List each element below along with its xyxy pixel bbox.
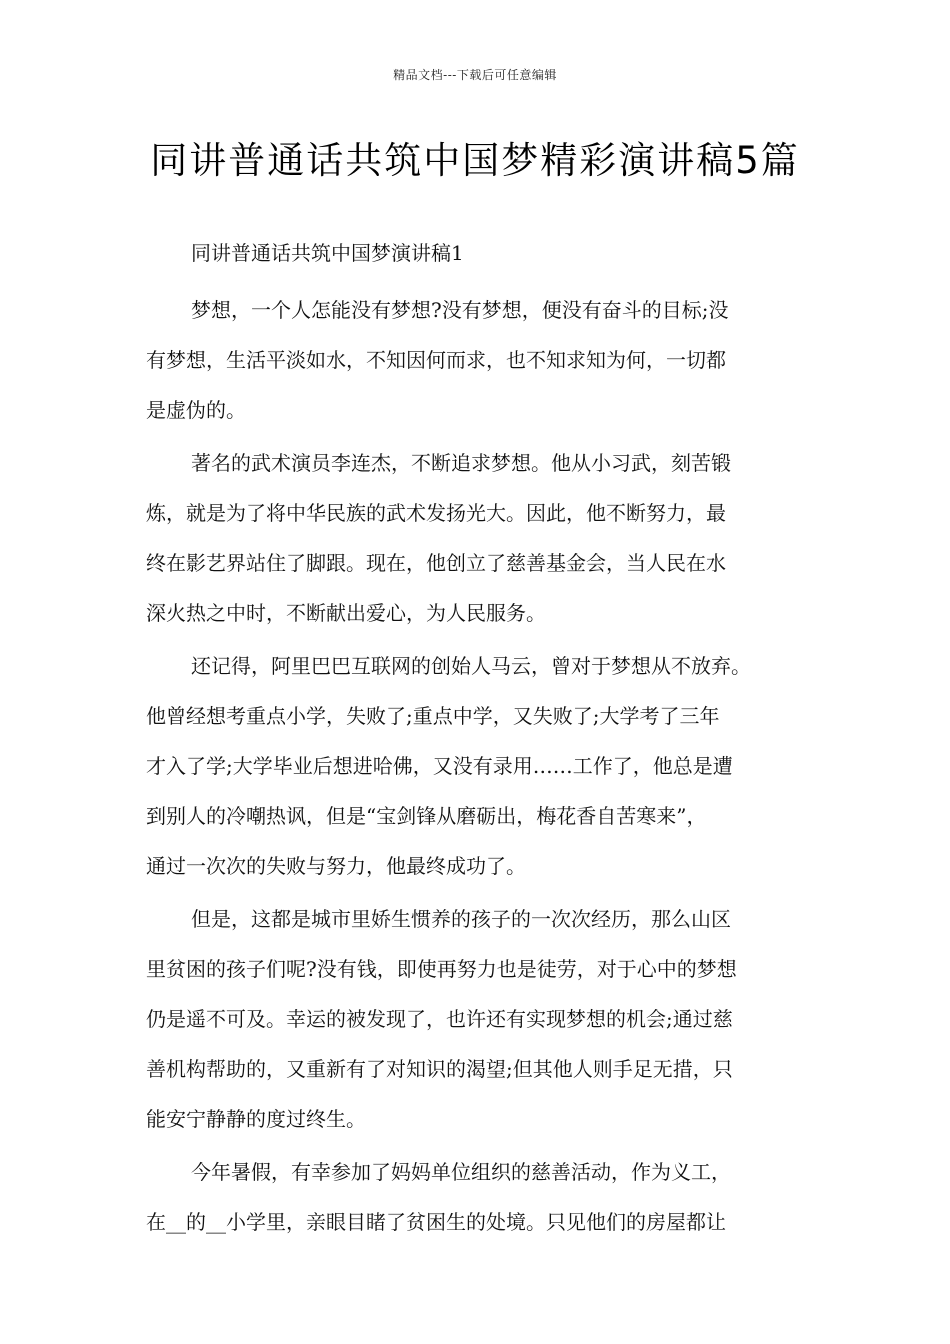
paragraph-line: 仍是遥不可及。幸运的被发现了，也许还有实现梦想的机会;通过慈 [146,1007,733,1031]
paragraph [146,285,818,435]
paragraph-line: 在__的__小学里，亲眼目睹了贫困生的处境。只见他们的房屋都让 [146,1210,726,1234]
section-subtitle: 同讲普通话共筑中国梦演讲稿1 [191,241,464,265]
paragraph-line: 深火热之中时，不断献出爱心，为人民服务。 [146,601,546,625]
header-note: 精品文档---下载后可任意编辑 [393,68,557,82]
paragraph-line: 终在影艺界站住了脚跟。现在，他创立了慈善基金会，当人民在水 [146,551,726,575]
paragraph-line: 还记得，阿里巴巴互联网的创始人马云，曾对于梦想从不放弃。 [191,654,751,678]
paragraph-line: 梦想，一个人怎能没有梦想?没有梦想，便没有奋斗的目标;没 [191,298,729,322]
paragraph-line: 有梦想，生活平淡如水，不知因何而求，也不知求知为何，一切都 [146,348,726,372]
paragraph-line: 但是，这都是城市里娇生惯养的孩子的一次次经历，那么山区 [191,907,731,931]
paragraph [146,894,818,1144]
paragraph-line: 是虚伪的。 [146,398,246,422]
paragraph-line: 通过一次次的失败与努力，他最终成功了。 [146,854,526,878]
paragraph-line: 炼，就是为了将中华民族的武术发扬光大。因此，他不断努力，最 [146,501,726,525]
paragraph-line: 到别人的冷嘲热讽，但是“宝剑锋从磨砺出，梅花香自苦寒来”， [146,804,707,828]
paragraph-line: 能安宁静静的度过终生。 [146,1107,366,1131]
paragraph-line: 善机构帮助的，又重新有了对知识的渴望;但其他人则手足无措，只 [146,1057,733,1081]
paragraph-line: 今年暑假，有幸参加了妈妈单位组织的慈善活动，作为义工， [191,1160,731,1184]
document-title: 同讲普通话共筑中国梦精彩演讲稿5篇 [150,139,800,182]
paragraph [146,438,818,638]
paragraph-line: 他曾经想考重点小学，失败了;重点中学，又失败了;大学考了三年 [146,704,720,728]
paragraph [146,641,818,891]
paragraph [146,1147,818,1247]
paragraph-line: 著名的武术演员李连杰，不断追求梦想。他从小习武，刻苦锻 [191,451,731,475]
document-body [146,232,818,1250]
paragraph-line: 才入了学;大学毕业后想进哈佛，又没有录用……工作了，他总是遭 [146,754,733,778]
paragraph-line: 里贫困的孩子们呢?没有钱，即使再努力也是徒劳，对于心中的梦想 [146,957,737,981]
